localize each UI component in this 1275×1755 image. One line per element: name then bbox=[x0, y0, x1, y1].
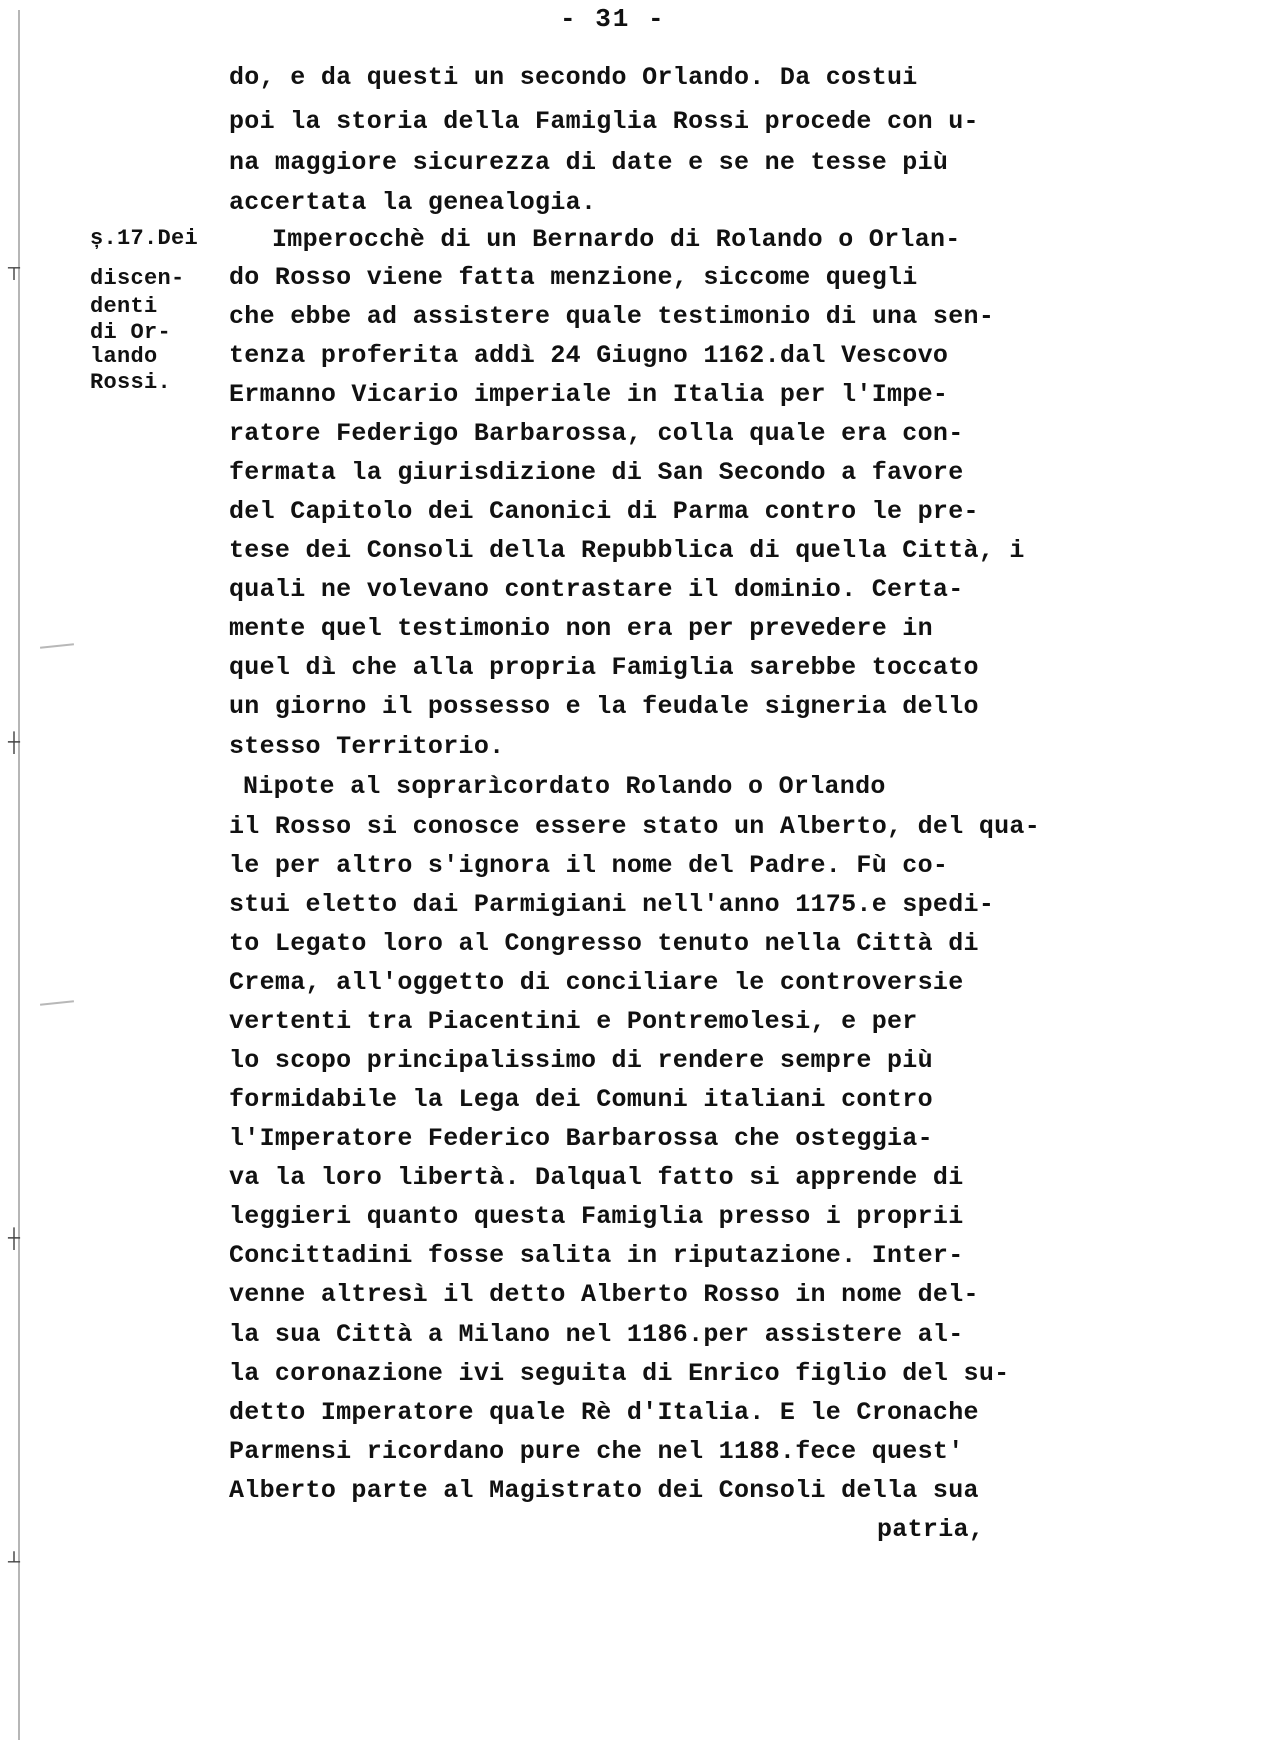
text-line: Crema, all'oggetto di conciliare le controversie bbox=[229, 968, 964, 997]
text-line: mente quel testimonio non era per prevedere in bbox=[229, 614, 933, 643]
text-line: Parmensi ricordano pure che nel 1188.fece quest' bbox=[229, 1437, 964, 1466]
text-line: le per altro s'ignora il nome del Padre. Fù co- bbox=[229, 851, 949, 880]
text-line: to Legato loro al Congresso tenuto nella Città di bbox=[229, 929, 979, 958]
text-line: detto Imperatore quale Rè d'Italia. E le Cronache bbox=[229, 1398, 979, 1427]
text-line: venne altresì il detto Alberto Rosso in nome del- bbox=[229, 1280, 979, 1309]
text-line: poi la storia della Famiglia Rossi procede con u- bbox=[229, 107, 979, 136]
text-line: l'Imperatore Federico Barbarossa che osteggia- bbox=[229, 1124, 933, 1153]
text-line: leggieri quanto questa Famiglia presso i proprii bbox=[229, 1202, 964, 1231]
margin-tick-mark: ┴ bbox=[8, 1552, 21, 1575]
text-line: stui eletto dai Parmigiani nell'anno 1175.e spedi- bbox=[229, 890, 995, 919]
text-line: accertata la genealogia. bbox=[229, 188, 597, 217]
text-line: lo scopo principalissimo di rendere sempre più bbox=[229, 1046, 933, 1075]
text-line: stesso Territorio. bbox=[229, 732, 505, 761]
text-line: quali ne volevano contrastare il dominio. Certa- bbox=[229, 575, 964, 604]
text-line: tese dei Consoli della Repubblica di quella Città, i bbox=[229, 536, 1025, 565]
text-line: un giorno il possesso e la feudale signeria dello bbox=[229, 692, 979, 721]
text-line: do, e da questi un secondo Orlando. Da costui bbox=[229, 63, 918, 92]
text-line: tenza proferita addì 24 Giugno 1162.dal Vescovo bbox=[229, 341, 949, 370]
text-line: formidabile la Lega dei Comuni italiani contro bbox=[229, 1085, 933, 1114]
text-line: la coronazione ivi seguita di Enrico figlio del su- bbox=[229, 1359, 1010, 1388]
margin-tick-mark: ┼ bbox=[8, 1228, 21, 1251]
text-line: patria, bbox=[877, 1515, 985, 1544]
margin-note-line: ș.17.Dei bbox=[90, 226, 199, 251]
text-line: ratore Federigo Barbarossa, colla quale era con- bbox=[229, 419, 964, 448]
text-line: il Rosso si conosce essere stato un Alberto, del qua- bbox=[229, 812, 1041, 841]
page-number: - 31 - bbox=[560, 4, 666, 34]
text-line: la sua Città a Milano nel 1186.per assistere al- bbox=[229, 1320, 964, 1349]
margin-dash-mark bbox=[40, 643, 74, 649]
margin-tick-mark: ┬ bbox=[8, 258, 21, 281]
margin-note-line: discen- bbox=[90, 266, 185, 291]
text-line: fermata la giurisdizione di San Secondo a favore bbox=[229, 458, 964, 487]
text-line: na maggiore sicurezza di date e se ne tesse più bbox=[229, 148, 949, 177]
text-line: che ebbe ad assistere quale testimonio di una sen- bbox=[229, 302, 995, 331]
text-line: quel dì che alla propria Famiglia sarebbe toccato bbox=[229, 653, 979, 682]
margin-note-line: lando bbox=[90, 344, 158, 369]
margin-note-line: denti bbox=[90, 294, 158, 319]
text-line: vertenti tra Piacentini e Pontremolesi, e per bbox=[229, 1007, 918, 1036]
margin-dash-mark bbox=[40, 1000, 74, 1006]
text-line: do Rosso viene fatta menzione, siccome quegli bbox=[229, 263, 918, 292]
text-line: Concittadini fosse salita in riputazione. Inter- bbox=[229, 1241, 964, 1270]
text-line: Nipote al soprarìcordato Rolando o Orlando bbox=[243, 772, 886, 801]
margin-note-line: di Or- bbox=[90, 320, 172, 345]
margin-note-line: Rossi. bbox=[90, 370, 172, 395]
margin-tick-mark: ┼ bbox=[8, 732, 21, 755]
text-line: Alberto parte al Magistrato dei Consoli della sua bbox=[229, 1476, 979, 1505]
text-line: Imperocchè di un Bernardo di Rolando o Orlan- bbox=[272, 225, 961, 254]
text-line: Ermanno Vicario imperiale in Italia per l'Impe- bbox=[229, 380, 949, 409]
text-line: del Capitolo dei Canonici di Parma contro le pre- bbox=[229, 497, 979, 526]
text-line: va la loro libertà. Dalqual fatto si apprende di bbox=[229, 1163, 964, 1192]
